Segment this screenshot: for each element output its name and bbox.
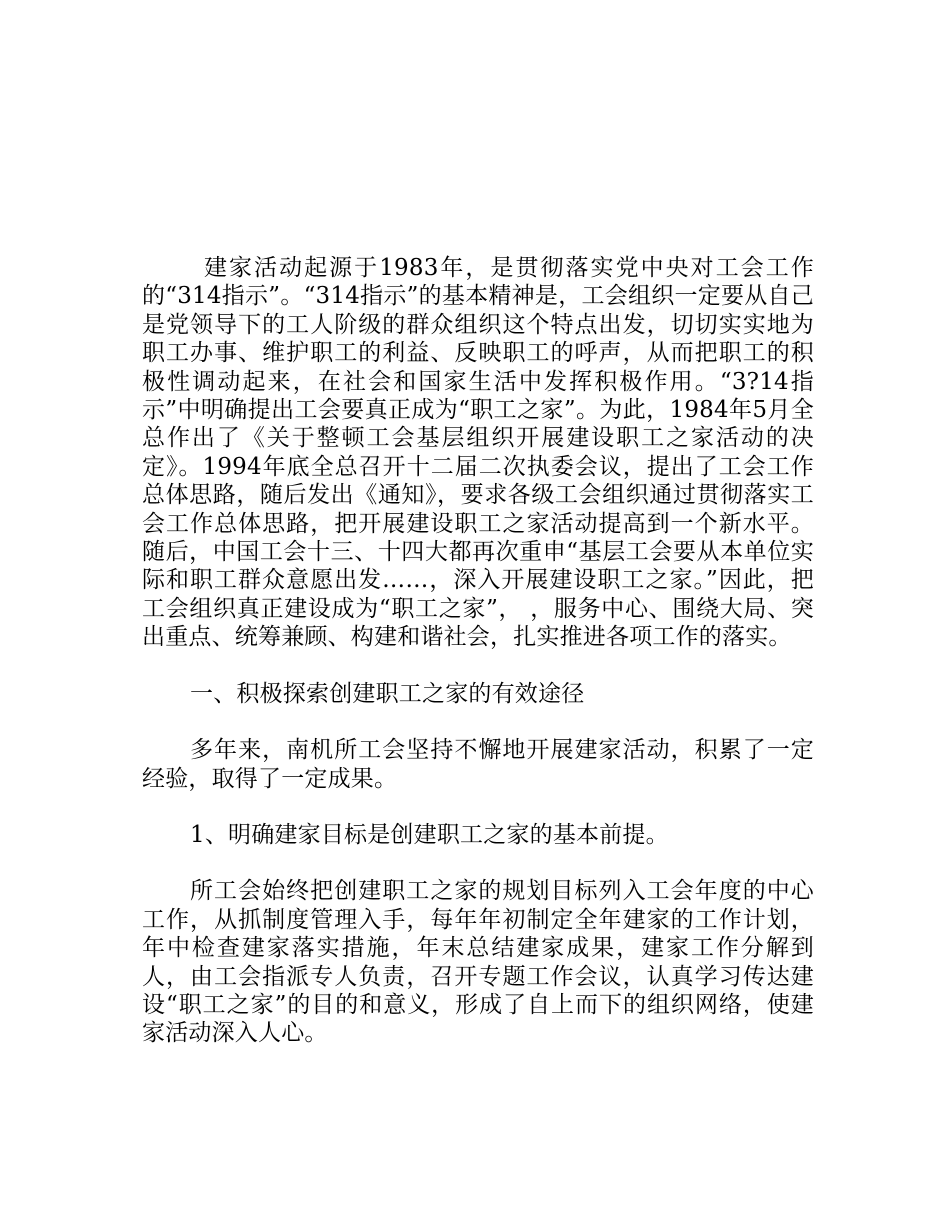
section-heading-1: 一、积极探索创建职工之家的有效途径 <box>190 680 585 707</box>
intro-paragraph: 建家活动起源于1983年，是贯彻落实党中央对工会工作的“314指示”。“314指示”的基本精神是，工会组织一定要从自己是党领导下的工人阶级的群众组织这个特点出发，切切实实地为职工办事、维护职工的利益、反映职工的呼声，从而把职工的积极性调动起来，在社会和国家生活中发挥积极作用。“3?14指示”中明确提出工会要真正成为“职工之家”。为此，1984年5月全总作出了《关于整顿工会基层组织开展建设职工之家活动的决定》。1994年底全总召开十二届二次执委会议，提出了工会工作总体思路，随后发出《通知》，要求各级工会组织通过贯彻落实工会工作总体思路，把开展建设职工之家活动提高到一个新水平。随后，中国工会十三、十四大都再次重申“基层工会要从本单位实际和职工群众意愿出发……，深入开展建设职工之家。”因此，把工会组织真正建设成为“职工之家”， ，服务中心、围绕大局、突出重点、统筹兼顾、构建和谐社会，扎实推进各项工作的落实。 <box>142 255 814 651</box>
section-intro-paragraph: 多年来，南机所工会坚持不懈地开展建家活动，积累了一定经验，取得了一定成果。 <box>142 737 814 792</box>
subsection-heading-1: 1、明确建家目标是创建职工之家的基本前提。 <box>190 821 669 848</box>
document-page <box>142 254 814 1048</box>
subsection-body-paragraph: 所工会始终把创建职工之家的规划目标列入工会年度的中心工作，从抓制度管理入手，每年年初制定全年建家的工作计划，年中检查建家落实措施，年末总结建家成果，建家工作分解到人，由工会指派专人负责，召开专题工作会议，认真学习传达建设“职工之家”的目的和意义，形成了自上而下的组织网络，使建家活动深入人心。 <box>142 878 814 1047</box>
